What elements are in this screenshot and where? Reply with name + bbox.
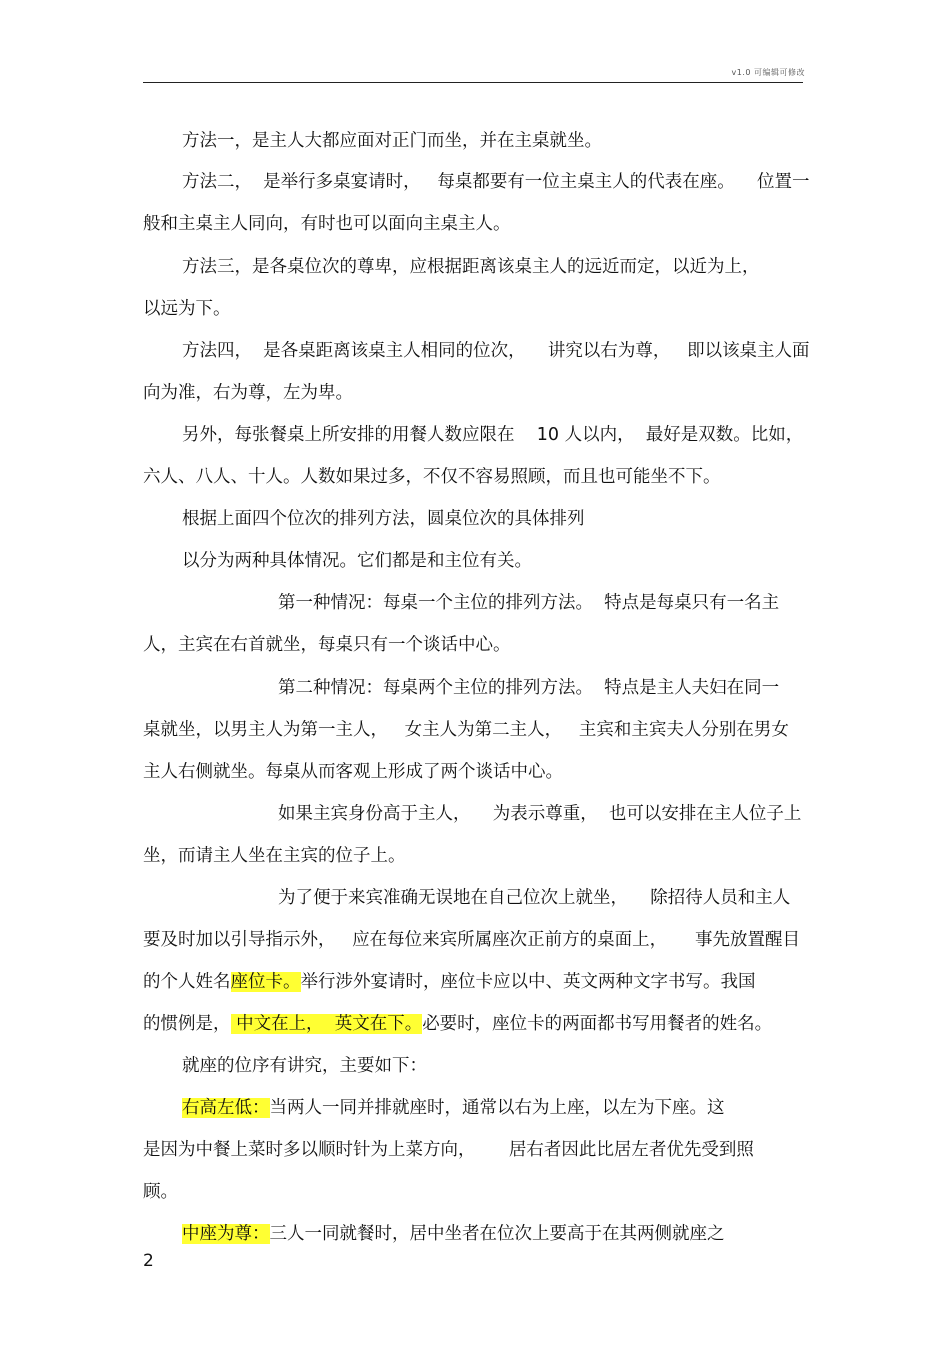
text-line: [278, 887, 790, 909]
text-line: [182, 550, 532, 572]
text-segment: 方法二， 是举行多桌宴请时， 每桌都要有一位主桌主人的代表在座。 位置一: [182, 172, 810, 192]
text-segment: 三人一同就餐时，居中坐者在位次上要高于在其两侧就座之: [269, 1224, 725, 1244]
text-line: [278, 803, 801, 825]
text-line: [182, 256, 760, 278]
highlighted-text: 中座为尊：: [182, 1224, 270, 1244]
text-line: [278, 677, 779, 699]
text-segment: 方法四， 是各桌距离该桌主人相同的位次， 讲究以右为尊， 即以该桌主人面: [182, 341, 810, 361]
text-segment: 举行涉外宴请时，座位卡应以中、英文两种文字书写。我国: [300, 972, 756, 992]
text-line: [143, 634, 511, 656]
text-line: [182, 1223, 725, 1245]
text-line: [143, 761, 563, 783]
text-line: [182, 508, 585, 530]
text-line: [143, 298, 231, 320]
text-segment: 以远为下。: [143, 299, 231, 319]
text-segment: 就座的位序有讲究，主要如下：: [182, 1056, 427, 1076]
header-version-note: v1.0 可编辑可修改: [731, 68, 805, 77]
page-number: 2: [143, 1251, 154, 1271]
text-segment: 另外，每张餐桌上所安排的用餐人数应限在 10 人以内， 最好是双数。比如，: [182, 425, 804, 445]
text-line: [143, 213, 511, 235]
text-segment: 人，主宾在右首就坐，每桌只有一个谈话中心。: [143, 635, 511, 655]
text-line: [182, 130, 602, 152]
text-line: [182, 1055, 427, 1077]
text-segment: 向为准，右为尊，左为卑。: [143, 383, 353, 403]
header-divider: [143, 82, 803, 83]
text-segment: 当两人一同并排就座时，通常以右为上座，以左为下座。这: [269, 1098, 725, 1118]
text-segment: 方法三，是各桌位次的尊卑，应根据距离该桌主人的远近而定，以近为上，: [182, 257, 760, 277]
text-segment: 般和主桌主人同向，有时也可以面向主桌主人。: [143, 214, 511, 234]
highlighted-text: 座位卡。: [230, 972, 301, 992]
text-line: [182, 171, 810, 193]
text-line: [143, 1181, 178, 1203]
text-segment: 坐，而请主人坐在主宾的位子上。: [143, 846, 406, 866]
text-segment: 的个人姓名: [143, 972, 231, 992]
highlighted-text: 中文在上， 英文在下。: [230, 1014, 423, 1034]
text-segment: 根据上面四个位次的排列方法，圆桌位次的具体排列: [182, 509, 585, 529]
text-segment: 是因为中餐上菜时多以顺时针为上菜方向， 居右者因此比居左者优先受到照: [143, 1140, 754, 1160]
text-line: [143, 719, 789, 741]
text-line: [143, 971, 756, 993]
text-line: [182, 1097, 725, 1119]
text-segment: 六人、八人、十人。人数如果过多，不仅不容易照顾，而且也可能坐不下。: [143, 467, 721, 487]
text-line: [143, 929, 800, 951]
text-segment: 第二种情况：每桌两个主位的排列方法。 特点是主人夫妇在同一: [278, 678, 780, 698]
text-segment: 的惯例是，: [143, 1014, 231, 1034]
highlighted-text: 右高左低：: [182, 1098, 270, 1118]
text-segment: 为了便于来宾准确无误地在自己位次上就坐， 除招待人员和主人: [278, 888, 791, 908]
text-segment: 必要时，座位卡的两面都书写用餐者的姓名。: [422, 1014, 773, 1034]
text-line: [143, 1013, 772, 1035]
text-line: [278, 592, 779, 614]
text-segment: 第一种情况：每桌一个主位的排列方法。 特点是每桌只有一名主: [278, 593, 780, 613]
text-segment: 方法一，是主人大都应面对正门而坐，并在主桌就坐。: [182, 131, 602, 151]
text-line: [182, 340, 810, 362]
text-segment: 桌就坐，以男主人为第一主人， 女主人为第二主人， 主宾和主宾夫人分别在男女: [143, 720, 789, 740]
text-segment: 顾。: [143, 1182, 178, 1202]
text-line: [143, 1139, 754, 1161]
text-segment: 要及时加以引导指示外， 应在每位来宾所属座次正前方的桌面上， 事先放置醒目: [143, 930, 800, 950]
text-line: [143, 466, 721, 488]
text-line: [182, 424, 803, 446]
text-line: [143, 382, 353, 404]
text-segment: 主人右侧就坐。每桌从而客观上形成了两个谈话中心。: [143, 762, 563, 782]
text-segment: 如果主宾身份高于主人， 为表示尊重， 也可以安排在主人位子上: [278, 804, 802, 824]
text-segment: 以分为两种具体情况。它们都是和主位有关。: [182, 551, 532, 571]
text-line: [143, 845, 406, 867]
